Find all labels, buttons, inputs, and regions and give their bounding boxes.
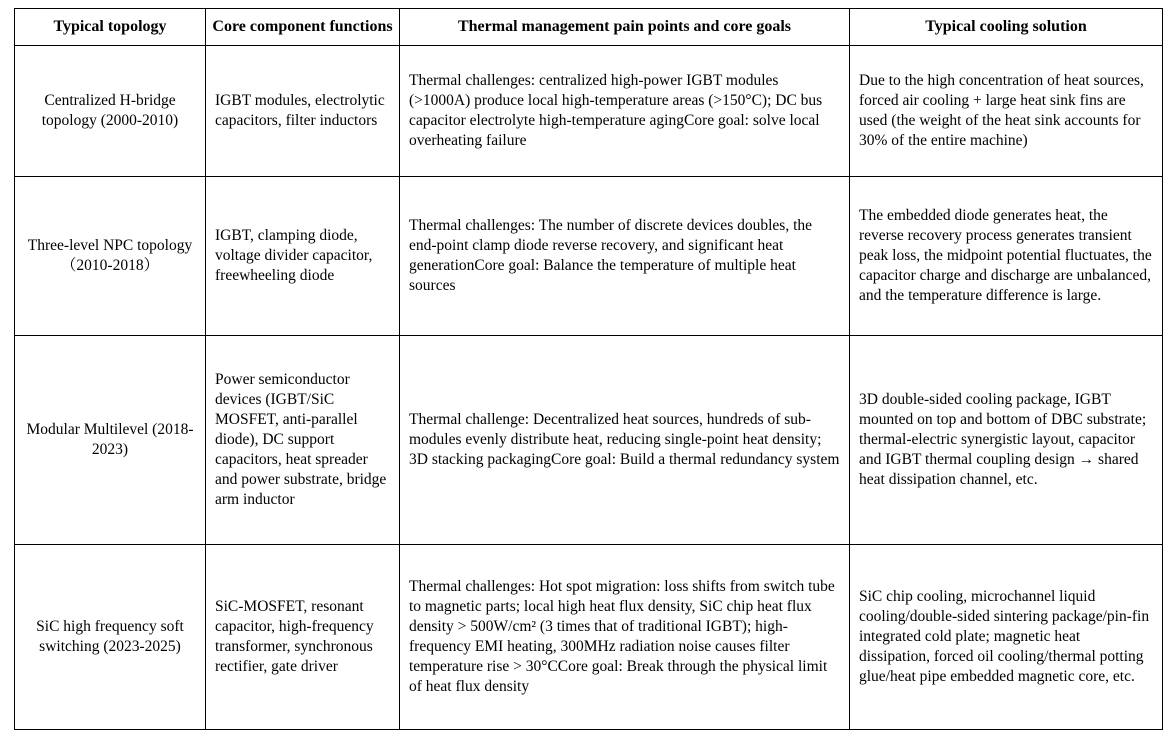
cell-topology: Modular Multilevel (2018-2023) <box>15 336 206 545</box>
table-body <box>15 46 1163 730</box>
cell-thermal: Thermal challenge: Decentralized heat sources, hundreds of sub-modules evenly distribute heat, reducing single-point heat density; 3D stacking packagingCore goal: Build a thermal redundancy system <box>400 336 850 545</box>
cell-thermal: Thermal challenges: centralized high-power IGBT modules (>1000A) produce local high-temperature areas (>150°C); DC bus capacitor electrolyte high-temperature agingCore goal: solve local overheating failure <box>400 46 850 177</box>
cell-cooling: SiC chip cooling, microchannel liquid cooling/double-sided sintering package/pin-fin integrated cold plate; magnetic heat dissipation, forced oil cooling/thermal potting glue/heat pipe embedded magnetic core, etc. <box>850 545 1163 730</box>
cell-thermal: Thermal challenges: Hot spot migration: loss shifts from switch tube to magnetic parts; local high heat flux density, SiC chip heat flux density > 500W/cm² (3 times that of traditional IGBT); high-frequency EMI heating, 300MHz radiation noise causes filter temperature rise > 30°CCore goal: Break through the physical limit of heat flux density <box>400 545 850 730</box>
table-row <box>15 177 1163 336</box>
cell-topology: SiC high frequency soft switching (2023-2025) <box>15 545 206 730</box>
column-header-thermal-pain-points: Thermal management pain points and core goals <box>400 9 850 46</box>
cell-functions: SiC-MOSFET, resonant capacitor, high-frequency transformer, synchronous rectifier, gate driver <box>206 545 400 730</box>
table-header <box>15 9 1163 46</box>
cell-topology: Centralized H-bridge topology (2000-2010) <box>15 46 206 177</box>
table-row <box>15 336 1163 545</box>
cell-cooling: The embedded diode generates heat, the reverse recovery process generates transient peak loss, the midpoint potential fluctuates, the capacitor charge and discharge are unbalanced, and the temperature difference is large. <box>850 177 1163 336</box>
thermal-management-table <box>14 8 1163 730</box>
cell-functions: Power semiconductor devices (IGBT/SiC MOSFET, anti-parallel diode), DC support capacitors, heat spreader and power substrate, bridge arm inductor <box>206 336 400 545</box>
table-row <box>15 545 1163 730</box>
cell-cooling: 3D double-sided cooling package, IGBT mounted on top and bottom of DBC substrate; thermal-electric synergistic layout, capacitor and IGBT thermal coupling design → shared heat dissipation channel, etc. <box>850 336 1163 545</box>
column-header-typical-cooling-solution: Typical cooling solution <box>850 9 1163 46</box>
cell-cooling: Due to the high concentration of heat sources, forced air cooling + large heat sink fins are used (the weight of the heat sink accounts for 30% of the entire machine) <box>850 46 1163 177</box>
cell-thermal: Thermal challenges: The number of discrete devices doubles, the end-point clamp diode reverse recovery, and significant heat generationCore goal: Balance the temperature of multiple heat sources <box>400 177 850 336</box>
column-header-core-component-functions: Core component functions <box>206 9 400 46</box>
table-row <box>15 46 1163 177</box>
table-header-row <box>15 9 1163 46</box>
cell-topology: Three-level NPC topology （2010-2018） <box>15 177 206 336</box>
column-header-typical-topology: Typical topology <box>15 9 206 46</box>
cell-functions: IGBT modules, electrolytic capacitors, filter inductors <box>206 46 400 177</box>
cell-functions: IGBT, clamping diode, voltage divider capacitor, freewheeling diode <box>206 177 400 336</box>
